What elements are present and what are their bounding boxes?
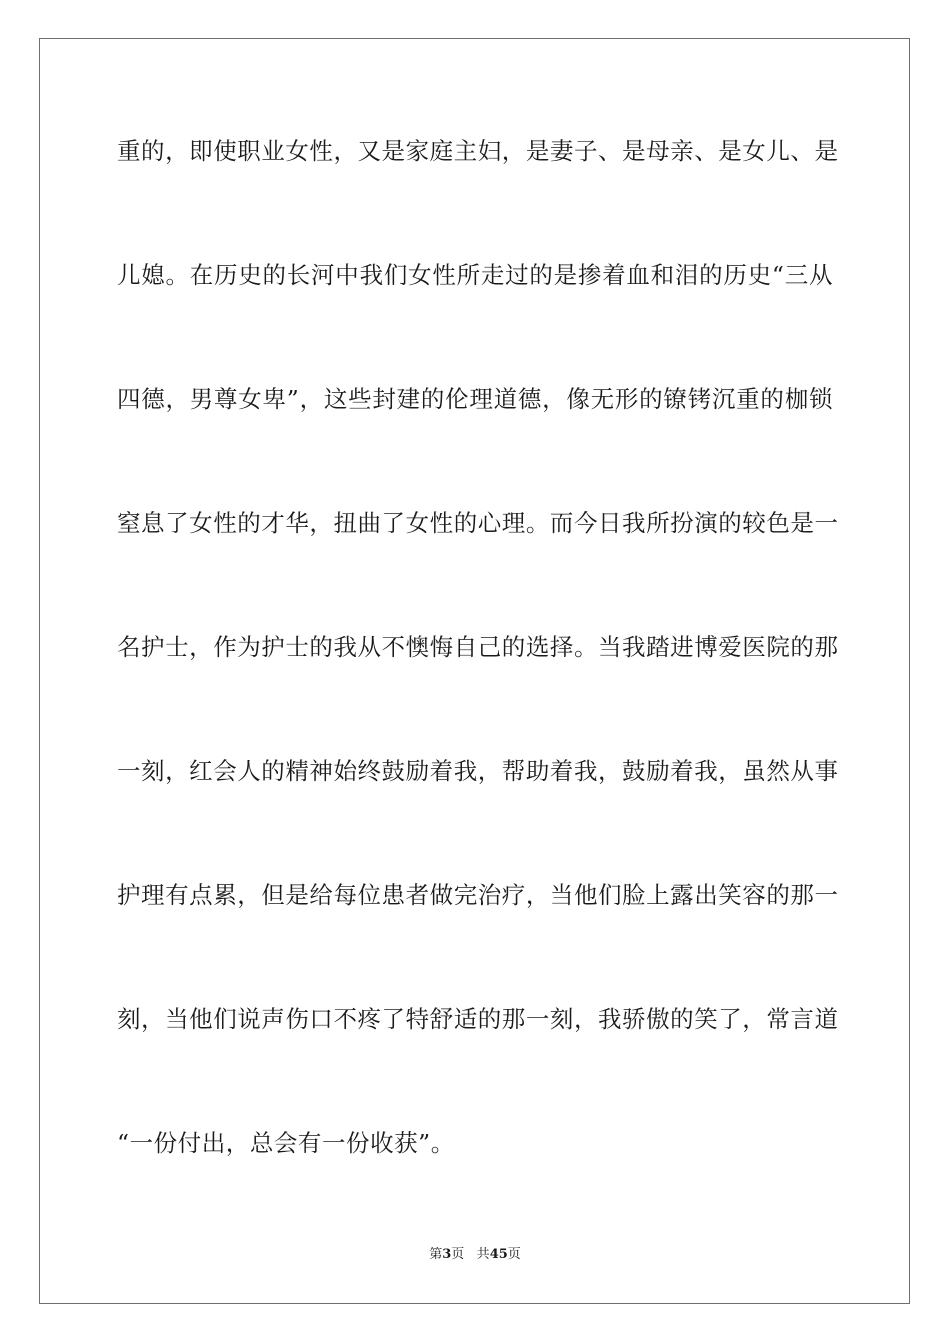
footer-page-suffix: 页 — [451, 1247, 465, 1262]
body-text-line-6: 一刻，红会人的精神始终鼓励着我，帮助着我，鼓励着我，虽然从事 — [117, 757, 839, 785]
footer-page-prefix: 第 — [429, 1247, 443, 1262]
body-text-line-9: “一份付出，总会有一份收获”。 — [117, 1129, 455, 1157]
body-text-line-5: 名护士，作为护士的我从不懊悔自己的选择。当我踏进博爱医院的那 — [117, 633, 839, 661]
body-text-line-4: 窒息了女性的才华，扭曲了女性的心理。而今日我所扮演的较色是一 — [117, 509, 839, 537]
body-text-line-7: 护理有点累，但是给每位患者做完治疗，当他们脸上露出笑容的那一 — [117, 881, 839, 909]
footer-total-pages: 45 — [489, 1247, 508, 1262]
body-text-line-3: 四德，男尊女卑”，这些封建的伦理道德，像无形的镣铐沉重的枷锁 — [117, 385, 833, 413]
body-text-line-1: 重的，即使职业女性，又是家庭主妇，是妻子、是母亲、是女儿、是 — [117, 137, 839, 165]
page-footer — [0, 1246, 950, 1264]
body-text-line-2: 儿媳。在历史的长河中我们女性所走过的是掺着血和泪的历史“三从 — [117, 261, 833, 289]
footer-current-page: 3 — [442, 1247, 452, 1262]
page-frame — [39, 38, 910, 1304]
body-text-line-8: 刻，当他们说声伤口不疼了特舒适的那一刻，我骄傲的笑了，常言道 — [117, 1005, 839, 1033]
footer-total-suffix: 页 — [507, 1247, 521, 1262]
footer-total-prefix: 共 — [476, 1247, 490, 1262]
